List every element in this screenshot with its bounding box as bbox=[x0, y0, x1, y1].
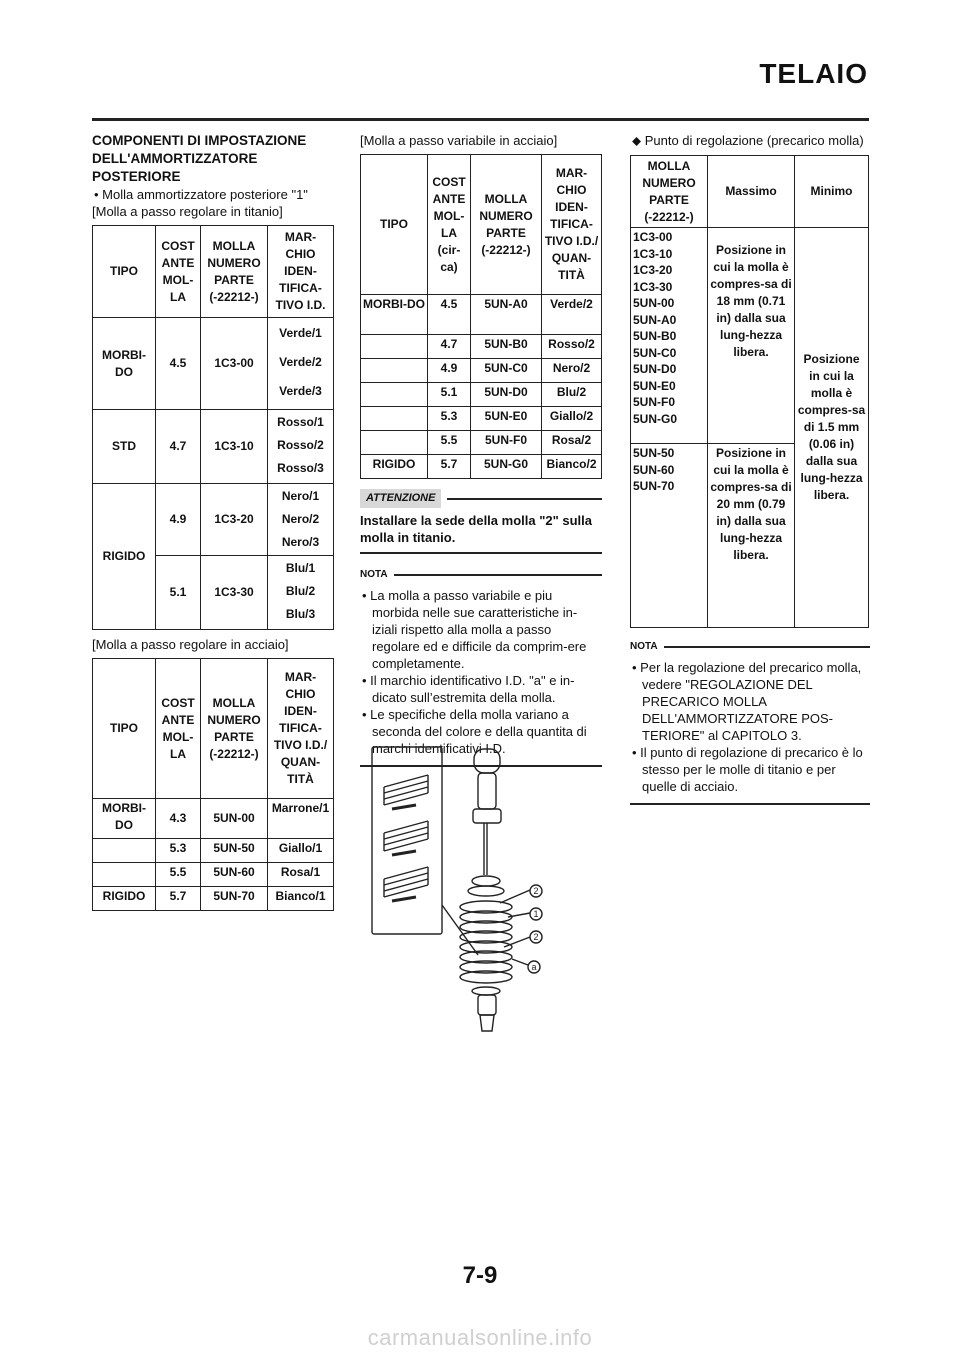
col-header: TIPO bbox=[361, 155, 428, 295]
mark-cell: Bianco/1 bbox=[268, 887, 334, 911]
list-item: • La molla a passo variabile e piu morbida nelle sue caratteristiche in-iziali rispetto alla molla a passo regolare ed e difficile da comprim-ere completamente. bbox=[362, 588, 587, 671]
table-row bbox=[361, 359, 602, 383]
tipo-cell: MORBI-DO bbox=[93, 799, 156, 839]
tipo-cell bbox=[361, 359, 428, 383]
k-cell: 4.7 bbox=[428, 335, 471, 359]
col-header: Minimo bbox=[795, 156, 869, 228]
right-column bbox=[630, 132, 870, 805]
attenzione-text: Installare la sede della molla "2" sulla molla in titanio. bbox=[360, 513, 592, 545]
tipo-cell bbox=[361, 431, 428, 455]
tipo-cell: RIGIDO bbox=[93, 484, 156, 630]
divider bbox=[664, 646, 870, 648]
col-header: TIPO bbox=[93, 226, 156, 318]
part-number: 5UN-A0 bbox=[633, 312, 677, 327]
nota-header bbox=[360, 566, 602, 583]
k-cell: 4.5 bbox=[156, 318, 201, 410]
list-item: ⬥ Punto di regolazione (precarico molla) bbox=[632, 133, 864, 148]
section-heading bbox=[92, 132, 338, 186]
k-cell: 5.1 bbox=[156, 556, 201, 630]
col-header: COST ANTE MOL-LA bbox=[156, 226, 201, 318]
part-cell: 5UN-G0 bbox=[471, 455, 542, 479]
part-cell: 5UN-A0 bbox=[471, 295, 542, 335]
part-number: 5UN-70 bbox=[633, 479, 675, 493]
list-item: • Molla ammortizzatore posteriore "1" bbox=[94, 187, 308, 202]
mark-cell: Blu/2 bbox=[542, 383, 602, 407]
table-row bbox=[93, 484, 334, 556]
part-number: 5UN-60 bbox=[633, 462, 675, 477]
spring-types-box bbox=[372, 747, 442, 934]
col-header: MAR-CHIO IDEN-TIFICA-TIVO I.D./ QUAN-TITÀ bbox=[268, 659, 334, 799]
callout-label: 2 bbox=[533, 932, 539, 942]
col-header: MAR-CHIO IDEN-TIFICA-TIVO I.D./ QUAN-TITÀ bbox=[542, 155, 602, 295]
part-number: 1C3-20 bbox=[633, 263, 673, 277]
part-cell: 5UN-E0 bbox=[471, 407, 542, 431]
nota-text: Per la regolazione del precarico molla, vedere "REGOLAZIONE DEL PRECARICO MOLLA DELL'AMMORTIZZATORE POS-TERIORE" al CAPITOLO 3. bbox=[640, 660, 862, 743]
mark: Rosso/2 bbox=[277, 438, 324, 452]
k-cell: 5.7 bbox=[156, 887, 201, 911]
part-cell: 5UN-B0 bbox=[471, 335, 542, 359]
tipo-cell: RIGIDO bbox=[93, 887, 156, 911]
callout-label: 2 bbox=[533, 886, 539, 896]
table-row bbox=[361, 295, 602, 335]
callout-label: 1 bbox=[533, 909, 539, 919]
table1-caption: [Molla a passo regolare in titanio] bbox=[92, 204, 283, 219]
divider bbox=[447, 498, 602, 500]
divider bbox=[394, 574, 602, 576]
mark: Nero/1 bbox=[281, 489, 320, 503]
mark-cell: Rosa/1 bbox=[268, 863, 334, 887]
part-cell: 1C3-30 bbox=[201, 556, 268, 630]
mark-cell bbox=[268, 410, 334, 484]
nota-list bbox=[360, 587, 602, 757]
table-row bbox=[93, 839, 334, 863]
heading-line: POSTERIORE bbox=[92, 169, 181, 184]
mark-cell bbox=[268, 318, 334, 410]
tipo-cell bbox=[361, 383, 428, 407]
nota-label: NOTA bbox=[360, 569, 388, 580]
mark-cell: Rosa/2 bbox=[542, 431, 602, 455]
tipo-cell: MORBI-DO bbox=[93, 318, 156, 410]
titanium-spring-table bbox=[92, 225, 334, 630]
shock-body bbox=[468, 749, 504, 896]
k-cell: 4.7 bbox=[156, 410, 201, 484]
k-cell: 5.7 bbox=[428, 455, 471, 479]
leader-line bbox=[504, 937, 530, 947]
table-row bbox=[93, 887, 334, 911]
mark-cell: Nero/2 bbox=[542, 359, 602, 383]
part-number: 5UN-G0 bbox=[633, 411, 678, 426]
mark-cell: Giallo/2 bbox=[542, 407, 602, 431]
col-header: MOLLA NUMERO PARTE (-22212-) bbox=[471, 155, 542, 295]
tipo-cell bbox=[361, 335, 428, 359]
mark: Nero/2 bbox=[281, 512, 320, 526]
shock-spring-illustration bbox=[370, 745, 570, 1035]
header-rule bbox=[92, 118, 869, 121]
mark: Blu/3 bbox=[285, 607, 316, 621]
nota-text: La molla a passo variabile e piu morbida nelle sue caratteristiche in-iziali rispetto alla molla a passo regolare ed e difficile da comprim-ere completamente. bbox=[370, 588, 587, 671]
list-item: • Il punto di regolazione di precarico è lo stesso per le molle di titanio e per quelle di acciaio. bbox=[632, 745, 863, 794]
min-cell: Posizione in cui la molla è compres-sa di 1.5 mm (0.06 in) dalla sua lung-hezza libera. bbox=[795, 228, 869, 628]
steel-spring-table bbox=[92, 658, 334, 911]
part-number: 5UN-C0 bbox=[633, 345, 677, 360]
watermark: carmanualsonline.info bbox=[367, 1325, 593, 1350]
col-header: MOLLA NUMERO PARTE (-22212-) bbox=[201, 659, 268, 799]
part-cell: 5UN-60 bbox=[201, 863, 268, 887]
part-cell: 1C3-00 bbox=[201, 318, 268, 410]
tipo-cell bbox=[361, 407, 428, 431]
mark: Rosso/1 bbox=[277, 415, 324, 429]
list-item: • Per la regolazione del precarico molla, vedere "REGOLAZIONE DEL PRECARICO MOLLA DELL'AMMORTIZZATORE POS-TERIORE" al CAPITOLO 3. bbox=[632, 660, 862, 743]
mark-cell: Rosso/2 bbox=[542, 335, 602, 359]
mark: Blu/2 bbox=[285, 584, 316, 598]
callout-label: a bbox=[531, 962, 537, 972]
mark-cell bbox=[268, 484, 334, 556]
part-cell: 1C3-10 bbox=[201, 410, 268, 484]
middle-column bbox=[360, 132, 602, 767]
nota-text: Il marchio identificativo I.D. "a" e in-dicato sull’estremita della molla. bbox=[370, 673, 575, 705]
k-cell: 5.5 bbox=[428, 431, 471, 455]
leader-line bbox=[512, 959, 528, 965]
table-row bbox=[361, 431, 602, 455]
attenzione-header bbox=[360, 489, 602, 508]
mark: Verde/1 bbox=[279, 326, 322, 340]
max-cell: Posizione in cui la molla è compres-sa di 20 mm (0.79 in) dalla sua lung-hezza libera. bbox=[708, 444, 795, 628]
spring-icon bbox=[384, 821, 428, 855]
mark: Rosso/3 bbox=[277, 461, 324, 475]
table-row bbox=[93, 318, 334, 410]
divider bbox=[630, 803, 870, 805]
spring-icon bbox=[384, 775, 428, 809]
table-row bbox=[93, 799, 334, 839]
part-list-cell bbox=[631, 444, 708, 628]
k-cell: 4.9 bbox=[156, 484, 201, 556]
nota-text: Le specifiche della molla variano a seconda del colore e della quantita di marchi identificativi I.D. bbox=[370, 707, 587, 756]
table-row bbox=[361, 335, 602, 359]
part-number: 1C3-30 bbox=[633, 279, 673, 294]
part-list-cell bbox=[631, 228, 708, 444]
mark-cell bbox=[268, 556, 334, 630]
mark-cell: Bianco/2 bbox=[542, 455, 602, 479]
max-cell: Posizione in cui la molla è compres-sa di 18 mm (0.71 in) dalla sua lung-hezza libera. bbox=[708, 228, 795, 444]
shock-lower bbox=[472, 987, 500, 1031]
table-row bbox=[361, 407, 602, 431]
part-number: 5UN-00 bbox=[633, 296, 675, 310]
table-row bbox=[361, 455, 602, 479]
k-cell: 4.3 bbox=[156, 799, 201, 839]
tipo-cell: STD bbox=[93, 410, 156, 484]
mark: Nero/3 bbox=[281, 535, 320, 549]
nota-label: NOTA bbox=[630, 641, 658, 652]
tipo-cell: MORBI-DO bbox=[361, 295, 428, 335]
preload-table bbox=[630, 155, 869, 628]
part-cell: 1C3-20 bbox=[201, 484, 268, 556]
mark-cell: Verde/2 bbox=[542, 295, 602, 335]
mark-cell: Giallo/1 bbox=[268, 839, 334, 863]
list-item: • Le specifiche della molla variano a seconda del colore e della quantita di marchi identificativi I.D. bbox=[362, 707, 587, 756]
page-number: 7-9 bbox=[462, 1262, 498, 1289]
part-number: 5UN-E0 bbox=[633, 378, 676, 393]
heading-line: DELL'AMMORTIZZATORE bbox=[92, 151, 258, 166]
tipo-cell: RIGIDO bbox=[361, 455, 428, 479]
col-header: TIPO bbox=[93, 659, 156, 799]
part-cell: 5UN-70 bbox=[201, 887, 268, 911]
k-cell: 4.5 bbox=[428, 295, 471, 335]
page-title: TELAIO bbox=[759, 58, 868, 89]
k-cell: 5.3 bbox=[156, 839, 201, 863]
part-cell: 5UN-00 bbox=[201, 799, 268, 839]
spring-icon bbox=[384, 867, 428, 901]
part-number: 5UN-D0 bbox=[633, 362, 677, 376]
col-header: COST ANTE MOL-LA bbox=[156, 659, 201, 799]
part-cell: 5UN-D0 bbox=[471, 383, 542, 407]
mark: Verde/2 bbox=[279, 355, 322, 369]
part-number: 1C3-00 bbox=[633, 230, 673, 244]
part-cell: 5UN-C0 bbox=[471, 359, 542, 383]
heading-line: COMPONENTI DI IMPOSTAZIONE bbox=[92, 133, 307, 148]
intro-text: Punto di regolazione (precarico molla) bbox=[644, 133, 864, 148]
col-header: MOLLA NUMERO PARTE (-22212-) bbox=[201, 226, 268, 318]
table2-caption: [Molla a passo regolare in acciaio] bbox=[92, 637, 289, 652]
table-row bbox=[93, 863, 334, 887]
col-header: MAR-CHIO IDEN-TIFICA-TIVO I.D. bbox=[268, 226, 334, 318]
divider bbox=[360, 552, 602, 554]
table-row bbox=[361, 383, 602, 407]
part-number: 1C3-10 bbox=[633, 246, 673, 261]
k-cell: 5.5 bbox=[156, 863, 201, 887]
mark: Verde/3 bbox=[279, 384, 322, 398]
part-cell: 5UN-50 bbox=[201, 839, 268, 863]
part-number: 5UN-F0 bbox=[633, 395, 676, 409]
k-cell: 5.1 bbox=[428, 383, 471, 407]
attenzione-label: ATTENZIONE bbox=[360, 489, 441, 508]
part-number: 5UN-50 bbox=[633, 446, 675, 460]
nota-list bbox=[630, 659, 870, 795]
part-cell: 5UN-F0 bbox=[471, 431, 542, 455]
nota-text: Il punto di regolazione di precarico è lo stesso per le molle di titanio e per quelle di acciaio. bbox=[640, 745, 863, 794]
tipo-cell bbox=[93, 839, 156, 863]
table-row bbox=[631, 228, 869, 444]
col-header: Massimo bbox=[708, 156, 795, 228]
k-cell: 5.3 bbox=[428, 407, 471, 431]
part-number: 5UN-B0 bbox=[633, 329, 677, 343]
k-cell: 4.9 bbox=[428, 359, 471, 383]
left-column bbox=[92, 132, 338, 911]
col-header: MOLLA NUMERO PARTE (-22212-) bbox=[631, 156, 708, 228]
variable-spring-table bbox=[360, 154, 602, 479]
leader-line bbox=[500, 890, 530, 903]
col-header: COST ANTE MOL-LA (cir-ca) bbox=[428, 155, 471, 295]
mark-cell: Marrone/1 bbox=[268, 799, 334, 839]
tipo-cell bbox=[93, 863, 156, 887]
spring-coil bbox=[460, 901, 512, 983]
mark: Blu/1 bbox=[285, 561, 316, 575]
list-item: • Il marchio identificativo I.D. "a" e in-dicato sull’estremita della molla. bbox=[362, 673, 575, 705]
table-row bbox=[93, 410, 334, 484]
bullet-text: Molla ammortizzatore posteriore "1" bbox=[102, 187, 308, 202]
nota-header bbox=[630, 638, 870, 655]
variable-table-caption: [Molla a passo variabile in acciaio] bbox=[360, 133, 558, 148]
